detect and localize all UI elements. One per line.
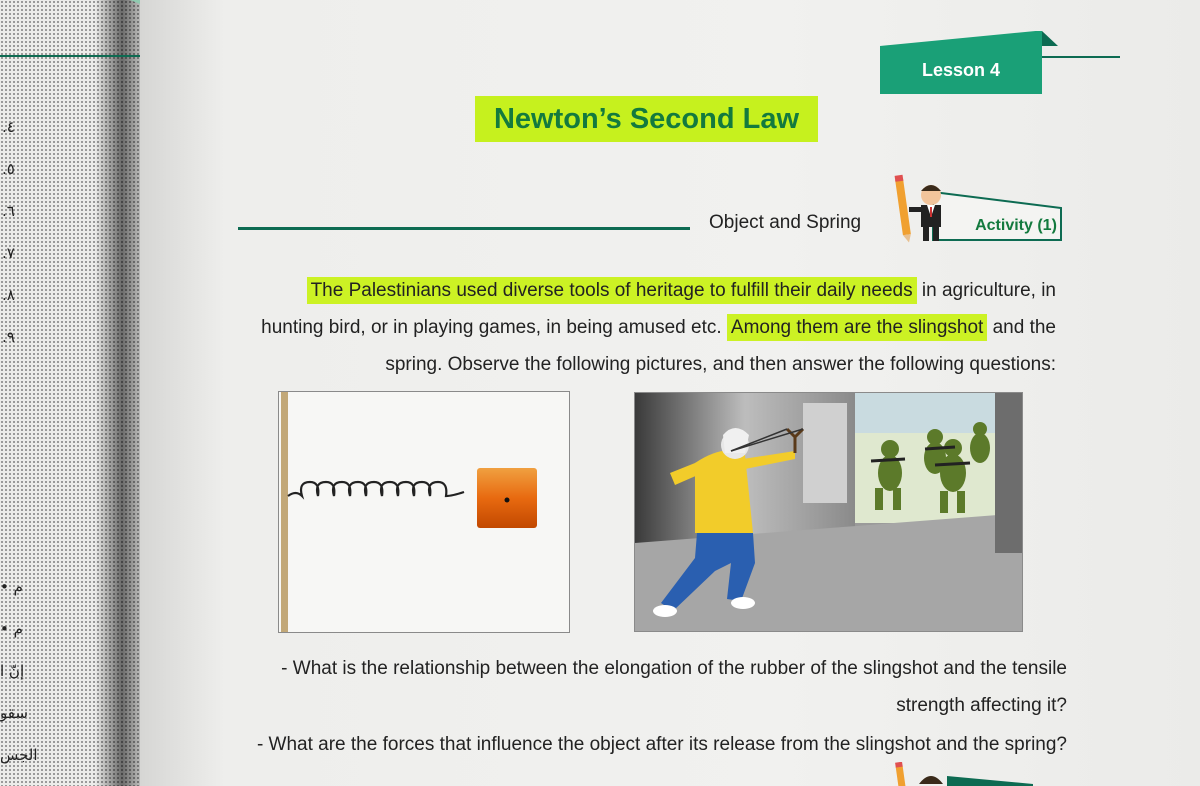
left-page-fragment: • م: [0, 620, 23, 638]
paragraph-text: and the: [987, 317, 1056, 338]
spring-drawing: [279, 392, 569, 632]
left-page-number: .٤: [2, 118, 15, 136]
section-rule: [238, 227, 690, 230]
slingshot-drawing: [635, 393, 1023, 632]
left-page-number: .٦: [2, 202, 15, 220]
next-activity-mascot-icon: [893, 762, 1033, 786]
left-page-fragment: • م: [0, 578, 23, 596]
lesson-tab: [880, 46, 1042, 94]
lesson-label: Lesson 4: [921, 59, 1001, 80]
page-title: [475, 96, 818, 142]
paragraph-text: in agriculture, in: [916, 280, 1056, 301]
left-page-number: .٩: [2, 328, 15, 346]
question-1-line-2: strength affecting it?: [896, 695, 1067, 716]
highlighted-text: The Palestinians used diverse tools of heritage to fulfill their daily needs: [307, 277, 917, 304]
page-title-text: Newton’s Second Law: [493, 102, 800, 135]
spring-object-illustration: [278, 391, 570, 633]
lesson-tab-fold: [1042, 31, 1058, 46]
teacher-mascot-icon: [893, 173, 953, 245]
left-page-fragment: إنّ ا: [0, 662, 25, 680]
highlighted-text: Among them are the slingshot: [727, 314, 987, 341]
left-page-fragment: سقو: [0, 704, 28, 722]
paragraph-line-2: [261, 317, 1056, 339]
activity-badge: [958, 210, 1074, 242]
question-1-line-1: - What is the relationship between the elongation of the rubber of the slingshot and the tensile: [281, 658, 1067, 679]
activity-subtitle: Object and Spring: [709, 212, 862, 233]
left-page-number: .٨: [2, 286, 15, 304]
paragraph-line-3: spring. Observe the following pictures, and then answer the following questions:: [385, 354, 1056, 375]
paragraph-line-1: [307, 280, 1056, 302]
left-page-number: .٥: [2, 160, 15, 178]
left-page-fragment: الجس: [0, 746, 38, 764]
left-page-number: .٧: [2, 244, 15, 262]
question-2: - What are the forces that influence the object after its release from the slingshot and the spring?: [256, 734, 1067, 755]
paragraph-text: hunting bird, or in playing games, in being amused etc.: [261, 317, 727, 338]
slingshot-scene-illustration: [634, 392, 1023, 632]
activity-label: Activity (1): [975, 217, 1057, 234]
